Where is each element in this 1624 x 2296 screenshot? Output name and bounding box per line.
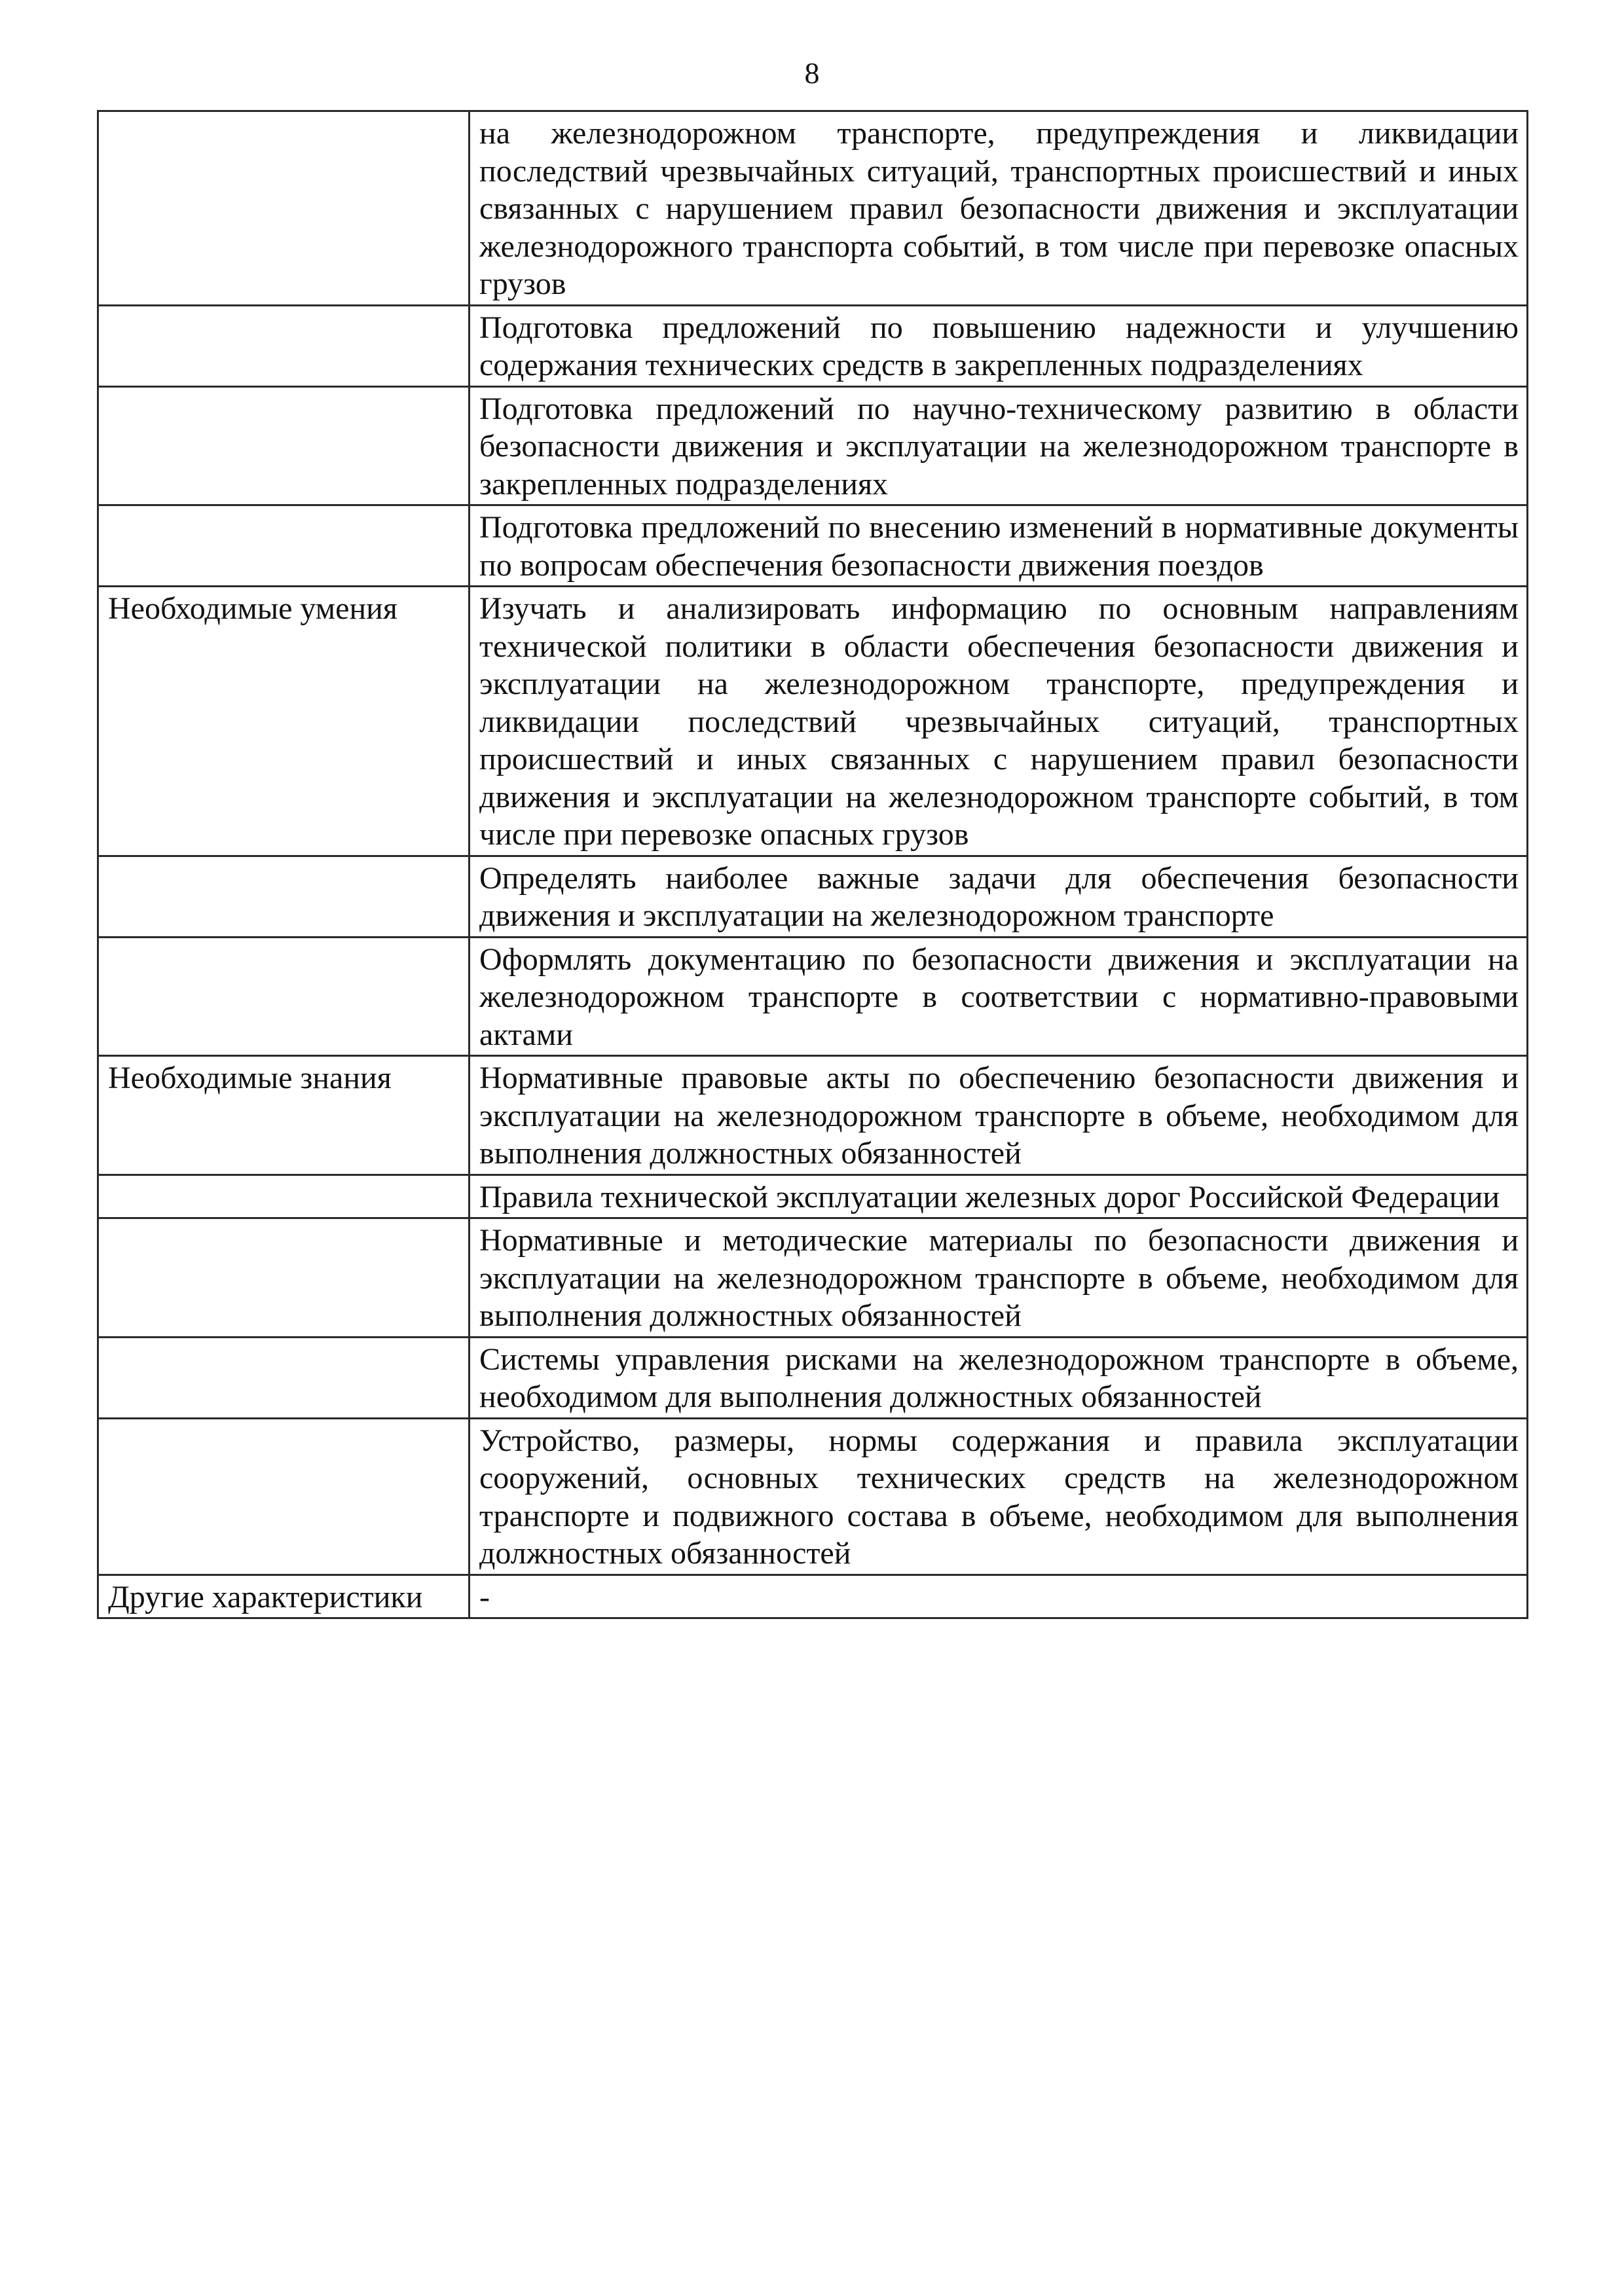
table-row [98, 1575, 1528, 1618]
duty-item-1: на железнодорожном транспорте, предупреждения и ликвидации последствий чрезвычайных ситуаций, транспортных происшествий и иных связанных с нарушением правил безопасности движения и эксплуатации железнодорожного транспорта событий, в том числе при перевозке опасных грузов [470, 111, 1528, 306]
knowledge-item-2: Правила технической эксплуатации железных дорог Российской Федерации [470, 1175, 1528, 1218]
table-row [98, 305, 1528, 386]
knowledge-item-5: Устройство, размеры, нормы содержания и правила эксплуатации сооружений, основных технических средств на железнодорожном транспорте и подвижного состава в объеме, необходимом для выполнения должностных обязанностей [470, 1418, 1528, 1575]
other-label: Другие характеристики [98, 1575, 470, 1618]
row-label-empty [98, 1418, 470, 1575]
skills-label: Необходимые умения [98, 587, 470, 856]
duty-item-2: Подготовка предложений по повышению надежности и улучшению содержания технических средств в закрепленных подразделениях [470, 305, 1528, 386]
knowledge-label: Необходимые знания [98, 1056, 470, 1175]
table-row [98, 1056, 1528, 1175]
table-row [98, 1337, 1528, 1418]
knowledge-item-1: Нормативные правовые акты по обеспечению безопасности движения и эксплуатации на железнодорожном транспорте в объеме, необходимом для выполнения должностных обязанностей [470, 1056, 1528, 1175]
requirements-table [97, 110, 1528, 1619]
row-label-empty [98, 305, 470, 386]
row-label-empty [98, 856, 470, 937]
table-row [98, 1175, 1528, 1218]
row-label-empty [98, 111, 470, 306]
skill-item-1: Изучать и анализировать информацию по основным направлениям технической политики в области обеспечения безопасности движения и эксплуатации на железнодорожном транспорте, предупреждения и ликвидации последствий чрезвычайных ситуаций, транспортных происшествий и иных связанных с нарушением правил безопасности движения и эксплуатации на железнодорожном транспорте событий, в том числе при перевозке опасных грузов [470, 587, 1528, 856]
table-row [98, 937, 1528, 1056]
row-label-empty [98, 505, 470, 587]
row-label-empty [98, 937, 470, 1056]
other-value: - [470, 1575, 1528, 1618]
skill-item-3: Оформлять документацию по безопасности движения и эксплуатации на железнодорожном транспорте в соответствии с нормативно-правовыми актами [470, 937, 1528, 1056]
row-label-empty [98, 1175, 470, 1218]
row-label-empty [98, 1218, 470, 1338]
row-label-empty [98, 386, 470, 505]
table-row [98, 1418, 1528, 1575]
duty-item-4: Подготовка предложений по внесению изменений в нормативные документы по вопросам обеспечения безопасности движения поездов [470, 505, 1528, 587]
knowledge-item-4: Системы управления рисками на железнодорожном транспорте в объеме, необходимом для выполнения должностных обязанностей [470, 1337, 1528, 1418]
duty-item-3: Подготовка предложений по научно-техническому развитию в области безопасности движения и эксплуатации на железнодорожном транспорте в закрепленных подразделениях [470, 386, 1528, 505]
row-label-empty [98, 1337, 470, 1418]
table-row [98, 587, 1528, 856]
page-number: 8 [804, 56, 820, 90]
table-row [98, 505, 1528, 587]
table-row [98, 386, 1528, 505]
skill-item-2: Определять наиболее важные задачи для обеспечения безопасности движения и эксплуатации на железнодорожном транспорте [470, 856, 1528, 937]
table-row [98, 111, 1528, 306]
knowledge-item-3: Нормативные и методические материалы по безопасности движения и эксплуатации на железнодорожном транспорте в объеме, необходимом для выполнения должностных обязанностей [470, 1218, 1528, 1338]
table-row [98, 1218, 1528, 1338]
table-row [98, 856, 1528, 937]
